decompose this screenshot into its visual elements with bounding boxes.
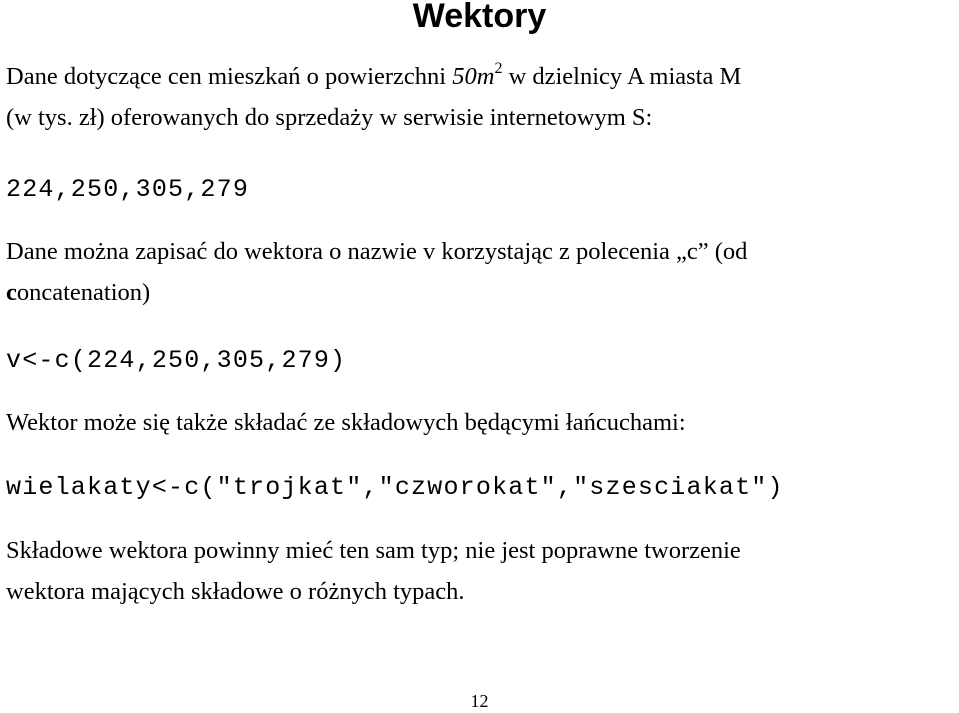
code-vector: v<-c(224,250,305,279): [6, 346, 347, 375]
concat-line-1: Dane można zapisać do wektora o nazwie v korzystając z polecenia „c” (od: [6, 238, 748, 265]
intro-paragraph: [6, 56, 958, 138]
page-title: Wektory: [412, 0, 547, 35]
string-line: Wektor może się także składać ze składowych będącymi łańcuchami:: [6, 409, 686, 436]
area-expression: [452, 60, 503, 90]
concat-paragraph: [6, 231, 958, 313]
concat-line-2: [6, 272, 958, 313]
code-values: 224,250,305,279: [6, 175, 250, 204]
intro-text-before: Dane dotyczące cen mieszkań o powierzchni: [6, 63, 453, 90]
intro-line-1: [6, 56, 958, 97]
intro-line-2: (w tys. zł) oferowanych do sprzedaży w serwisie internetowym S:: [6, 104, 653, 131]
area-exponent: 2: [494, 60, 503, 77]
page-number: 12: [470, 691, 489, 711]
code-strings: wielakaty<-c("trojkat","czworokat","szesciakat"): [6, 473, 784, 502]
string-paragraph: [6, 402, 958, 443]
intro-text-after: w dzielnicy A miasta M: [502, 63, 742, 90]
type-paragraph: [6, 530, 958, 612]
type-line-2: wektora mających składowe o różnych typach.: [6, 578, 465, 605]
concat-bold-letter: c: [6, 279, 17, 306]
type-line-1: Składowe wektora powinny mieć ten sam typ; nie jest poprawne tworzenie: [6, 537, 741, 564]
area-value: 50m: [452, 63, 495, 90]
concat-rest: oncatenation): [16, 279, 151, 306]
